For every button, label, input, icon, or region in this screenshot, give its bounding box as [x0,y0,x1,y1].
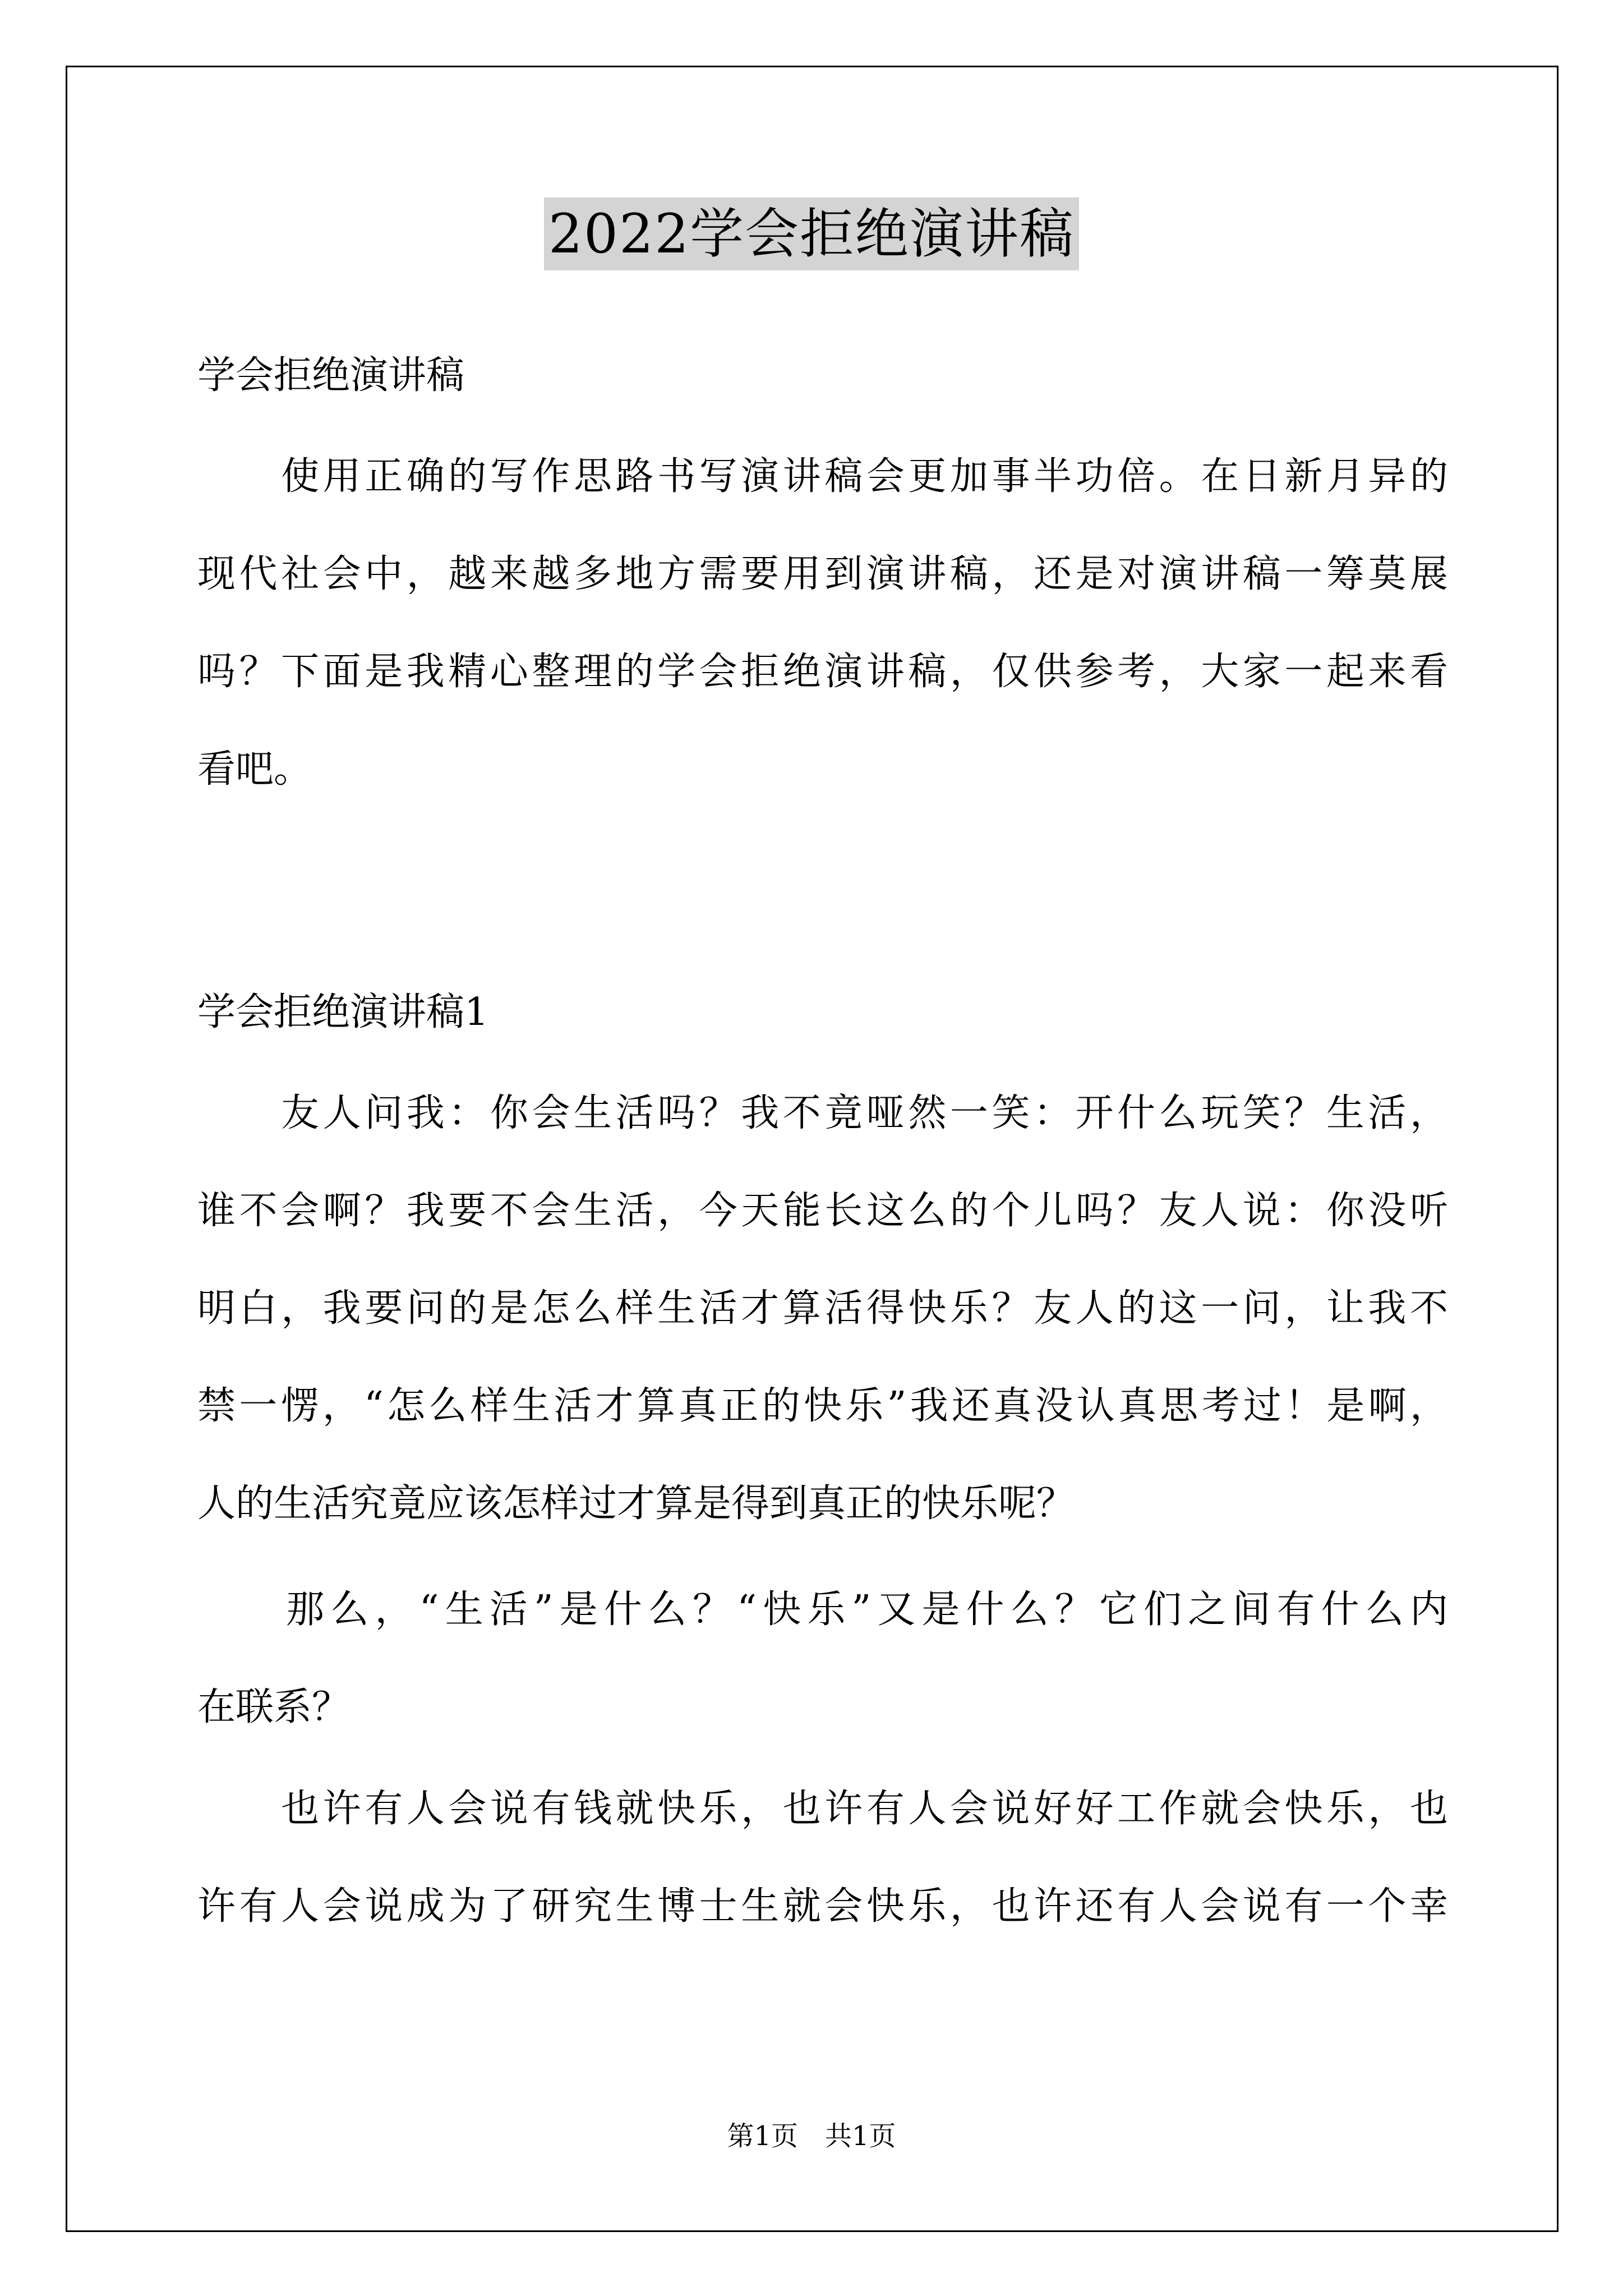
title-container [0,197,1623,270]
section-heading-block [197,990,1448,1035]
paragraph-line: 在联系？ [197,1685,351,1729]
paragraph-line: 禁一愣，“怎么样生活才算真正的快乐”我还真没认真思考过！是啊， [197,1384,1448,1428]
paragraph-line: 看吧。 [197,747,312,792]
paragraph-line: 友人问我：你会生活吗？我不竟哑然一笑：开什么玩笑？生活， [197,1091,1448,1135]
paragraph-line: 许有人会说成为了研究生博士生就会快乐，也许还有人会说有一个幸 [197,1884,1448,1929]
document-title: 2022学会拒绝演讲稿 [544,197,1079,270]
paragraph-line: 吗？下面是我精心整理的学会拒绝演讲稿，仅供参考，大家一起来看 [197,650,1448,694]
paragraph-line: 使用正确的写作思路书写演讲稿会更加事半功倍。在日新月异的 [197,454,1448,499]
intro-paragraph [197,454,1448,792]
paragraph-2 [197,1588,1448,1730]
document-subtitle: 学会拒绝演讲稿 [197,353,465,398]
paragraph-3 [197,1787,1448,1929]
section-heading: 学会拒绝演讲稿1 [197,990,489,1034]
paragraph-line: 明白，我要问的是怎么样生活才算活得快乐？友人的这一问，让我不 [197,1286,1448,1331]
paragraph-line: 现代社会中，越来越多地方需要用到演讲稿，还是对演讲稿一筹莫展 [197,552,1448,596]
paragraph-line: 也许有人会说有钱就快乐，也许有人会说好好工作就会快乐，也 [197,1787,1448,1831]
page-footer: 第1页 共1页 [727,2120,896,2152]
paragraph-line: 那么，“生活”是什么？“快乐”又是什么？它们之间有什么内 [197,1588,1448,1632]
paragraph-line: 人的生活究竟应该怎样过才算是得到真正的快乐呢？ [197,1481,1075,1526]
paragraph-line: 谁不会啊？我要不会生活，今天能长这么的个儿吗？友人说：你没听 [197,1189,1448,1233]
paragraph-1 [197,1091,1448,1526]
subtitle-block [197,353,1448,398]
